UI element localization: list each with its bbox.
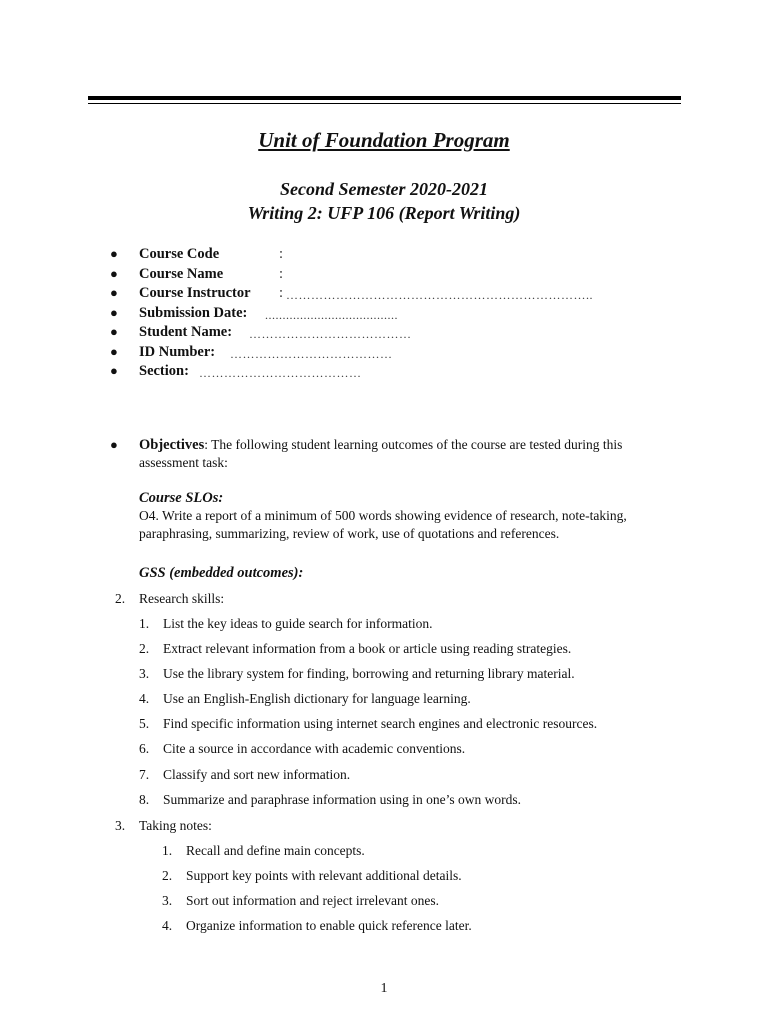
objectives-label: Objectives xyxy=(139,437,205,453)
semester-heading: Second Semester 2020-2021 xyxy=(280,179,488,199)
section-label: Section: xyxy=(139,363,189,379)
submission-date-field[interactable]: ...................................... xyxy=(265,307,398,322)
section-title: Research skills: xyxy=(139,591,225,606)
course-name-label: Course Name xyxy=(139,265,224,282)
student-name-label: Student Name: xyxy=(139,324,233,340)
bullet-icon: ● xyxy=(110,304,118,320)
student-name-field[interactable]: ………………………………… xyxy=(249,327,412,341)
course-heading: Writing 2: UFP 106 (Report Writing) xyxy=(247,203,521,223)
course-slos-heading: Course SLOs: xyxy=(139,490,224,506)
section-number: 2. xyxy=(115,591,126,606)
section-number: 3. xyxy=(115,818,126,833)
bullet-icon: ● xyxy=(110,285,118,300)
header-rule-thick xyxy=(88,96,681,100)
document-title: Unit of Foundation Program xyxy=(258,128,510,152)
gss-heading: GSS (embedded outcomes): xyxy=(139,565,304,581)
section-title: Taking notes: xyxy=(139,818,212,833)
bullet-icon: ● xyxy=(110,363,118,378)
bullet-icon: ● xyxy=(110,324,118,339)
bullet-icon: ● xyxy=(110,437,118,452)
objectives-block xyxy=(110,436,670,472)
submission-date-label: Submission Date: xyxy=(139,304,248,321)
bullet-icon: ● xyxy=(110,265,118,281)
header-rule-thin xyxy=(88,103,681,104)
course-code-separator: : xyxy=(279,246,284,262)
course-instructor-label: Course Instructor xyxy=(139,285,251,301)
section-field[interactable]: ………………………………… xyxy=(199,366,362,380)
course-code-label: Course Code xyxy=(139,246,220,262)
objectives-text: : The following student learning outcomes of the course are tested during this assessment task: xyxy=(139,437,623,470)
bullet-icon: ● xyxy=(110,343,118,359)
course-instructor-field[interactable]: ……………………………………………………………….. xyxy=(286,288,593,302)
course-instructor-separator: : xyxy=(279,285,284,301)
bullet-icon: ● xyxy=(110,246,118,261)
course-name-separator: : xyxy=(279,265,284,282)
course-slos-text: O4. Write a report of a minimum of 500 words showing evidence of research, note-taking, paraphrasing, summarizing, review of work, use of quotations and references. xyxy=(139,508,627,541)
id-number-label: ID Number: xyxy=(139,343,216,360)
id-number-field[interactable]: ………………………………… xyxy=(230,346,393,361)
page-number: 1 xyxy=(380,981,388,996)
